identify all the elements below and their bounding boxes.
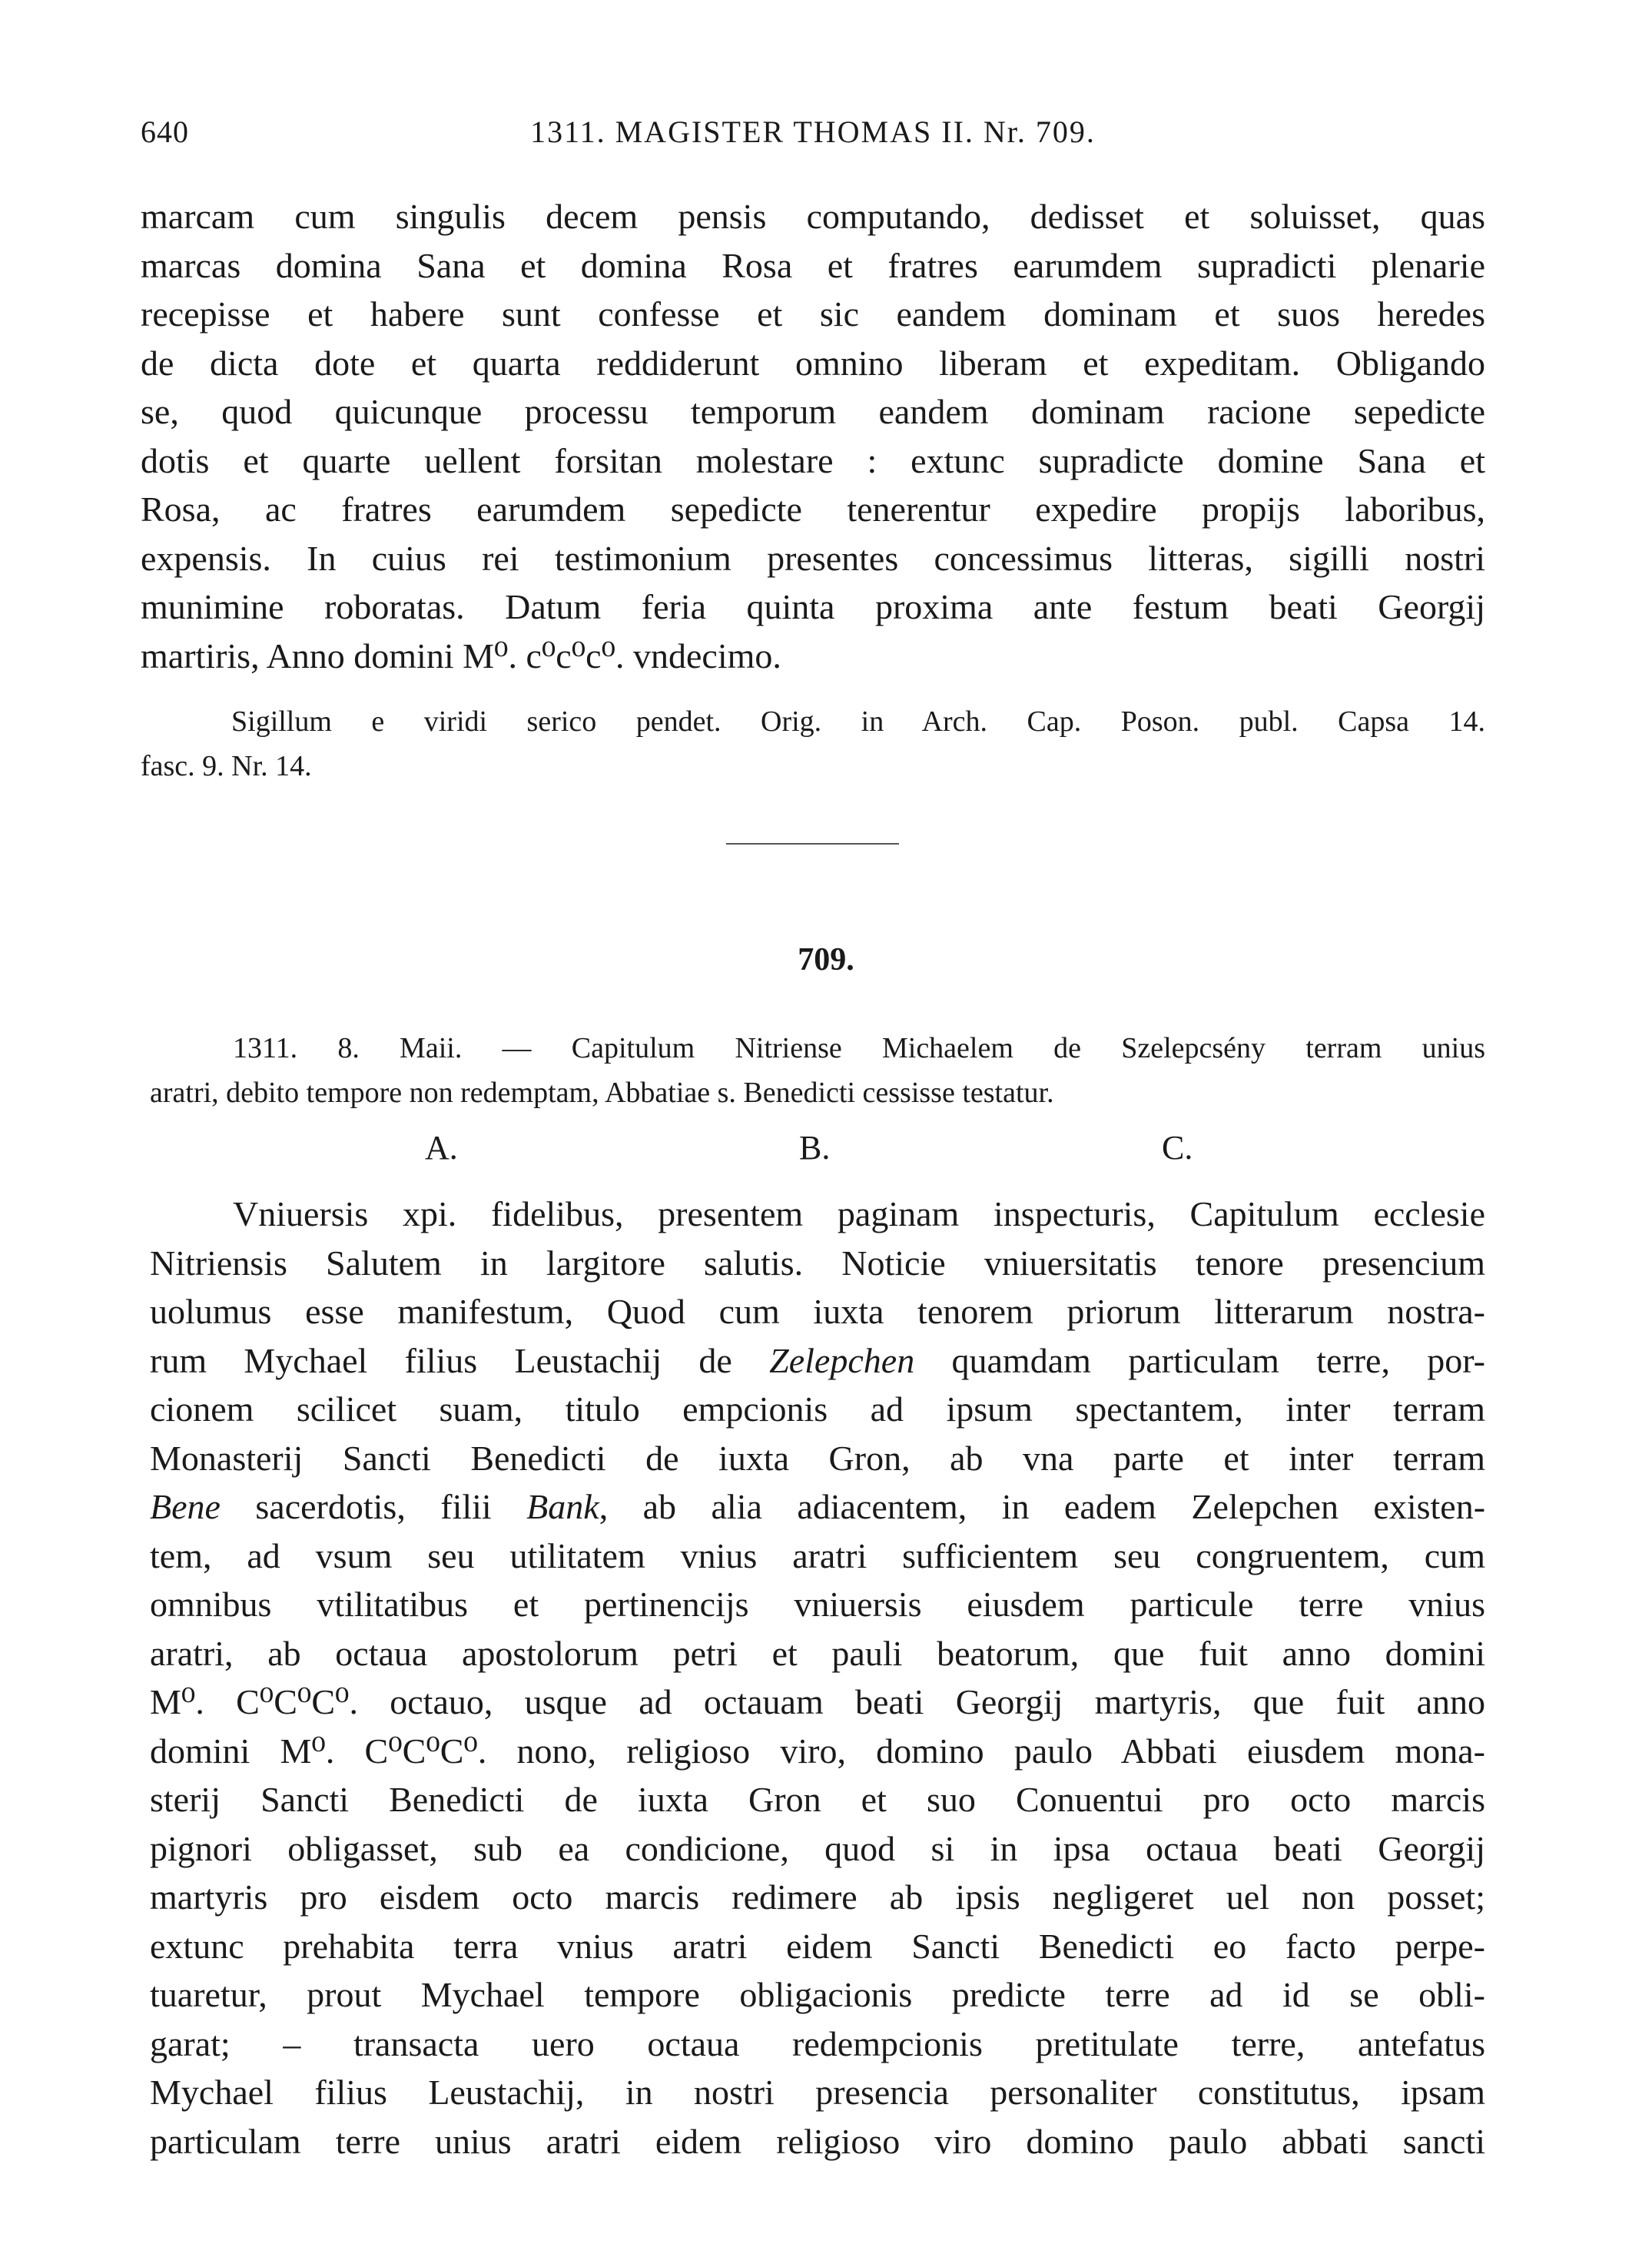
manuscript-versions [0,1128,1652,1174]
text-line: martyris pro eisdem octo marcis redimere ab ipsis negligeret uel non posset; [150,1877,1485,1917]
summary-line: 1311. 8. Maii. — Capitulum Nitriense Michaelem de Szelepcsény terram unius [233,1032,1485,1064]
text-line [150,1482,1485,1532]
version-c: C. [1162,1129,1193,1167]
text-line: M⁰. C⁰C⁰C⁰. octauo, usque ad octauam beati Georgij martyris, que fuit anno [150,1682,1485,1721]
running-header [141,114,1485,154]
text-line: tem, ad vsum seu utilitatem vnius aratri sufficientem seu congruentem, cum [150,1535,1485,1575]
text-line: Vniuersis xpi. fidelibus, presentem paginam inspecturis, Capitulum ecclesie [233,1194,1485,1233]
text-line: munimine roboratas. Datum feria quinta proxima ante festum beati Georgij [141,587,1485,626]
text-line [150,1336,1485,1386]
text-line: Nitriensis Salutem in largitore salutis. Noticie vniuersitatis tenore presencium [150,1243,1485,1283]
note-line: fasc. 9. Nr. 14. [141,750,312,782]
note-line: Sigillum e viridi serico pendet. Orig. in Arch. Cap. Poson. publ. Capsa 14. [231,705,1485,738]
text-line: aratri, ab octaua apostolorum petri et pauli beatorum, que fuit anno domini [150,1633,1485,1673]
running-title: 1311. MAGISTER THOMAS II. Nr. 709. [530,115,1096,149]
text-segment: sacerdotis, filii [255,1487,492,1526]
text-line: tuaretur, prout Mychael tempore obligacionis predicte terre ad id se obli- [150,1975,1485,2014]
text-line: cionem scilicet suam, titulo empcionis ad ipsum spectantem, inter terram [150,1389,1485,1429]
text-line: particulam terre unius aratri eidem religioso viro domino paulo abbati sancti [150,2121,1485,2161]
text-line: uolumus esse manifestum, Quod cum iuxta tenorem priorum litterarum nostra- [150,1292,1485,1331]
text-line: marcam cum singulis decem pensis computando, dedisset et soluisset, quas [141,197,1485,236]
text-line: garat; – transacta uero octaua redempcionis pretitulate terre, antefatus [150,2023,1485,2063]
previous-document-text [141,192,1485,680]
person-name-italic: Bene [150,1487,221,1526]
charter-text [150,1190,1485,2166]
section-divider [726,843,899,845]
document-number: 709. [798,942,854,977]
text-line: de dicta dote et quarta reddiderunt omnino liberam et expeditam. Obligando [141,343,1485,383]
page-number: 640 [141,115,189,149]
text-segment: rum Mychael filius Leustachij de [150,1340,732,1380]
text-line: marcas domina Sana et domina Rosa et fratres earumdem supradicti plenarie [141,245,1485,285]
text-line: expensis. In cuius rei testimonium presentes concessimus litteras, sigilli nostri [141,538,1485,578]
text-line: domini M⁰. C⁰C⁰C⁰. nono, religioso viro, domino paulo Abbati eiusdem mona- [150,1731,1485,1771]
text-line: extunc prehabita terra vnius aratri eidem Sancti Benedicti eo facto perpe- [150,1926,1485,1966]
text-line: dotis et quarte uellent forsitan molestare : extunc supradicte domine Sana et [141,440,1485,480]
text-line: sterij Sancti Benedicti de iuxta Gron et suo Conuentui pro octo marcis [150,1780,1485,1819]
text-line: Mychael filius Leustachij, in nostri presencia personaliter constitutus, ipsam [150,2073,1485,2112]
version-a: A. [425,1129,458,1167]
person-name-italic: Bank [526,1487,599,1526]
summary-line: aratri, debito tempore non redemptam, Abbatiae s. Benedicti cessisse testatur. [150,1077,1054,1109]
text-line: pignori obligasset, sub ea condicione, quod si in ipsa octaua beati Georgij [150,1828,1485,1868]
version-b: B. [799,1129,831,1167]
text-line: Monasterij Sancti Benedicti de iuxta Gron, ab vna parte et inter terram [150,1438,1485,1478]
document-summary [150,1026,1485,1115]
text-line: omnibus vtilitatibus et pertinencijs vniuersis eiusdem particule terre vnius [150,1585,1485,1624]
text-segment: , ab alia adiacentem, in eadem Zelepchen existen- [599,1487,1486,1526]
text-line: martiris, Anno domini M⁰. c⁰c⁰c⁰. vndecimo. [141,636,781,675]
text-line: recepisse et habere sunt confesse et sic eandem dominam et suos heredes [141,294,1485,334]
text-segment: quamdam particulam terre, por- [951,1340,1485,1380]
source-note [141,699,1485,788]
text-line: se, quod quicunque processu temporum eandem dominam racione sepedicte [141,392,1485,431]
text-line: Rosa, ac fratres earumdem sepedicte tenerentur expedire propijs laboribus, [141,490,1485,529]
place-name-italic: Zelepchen [769,1340,915,1380]
